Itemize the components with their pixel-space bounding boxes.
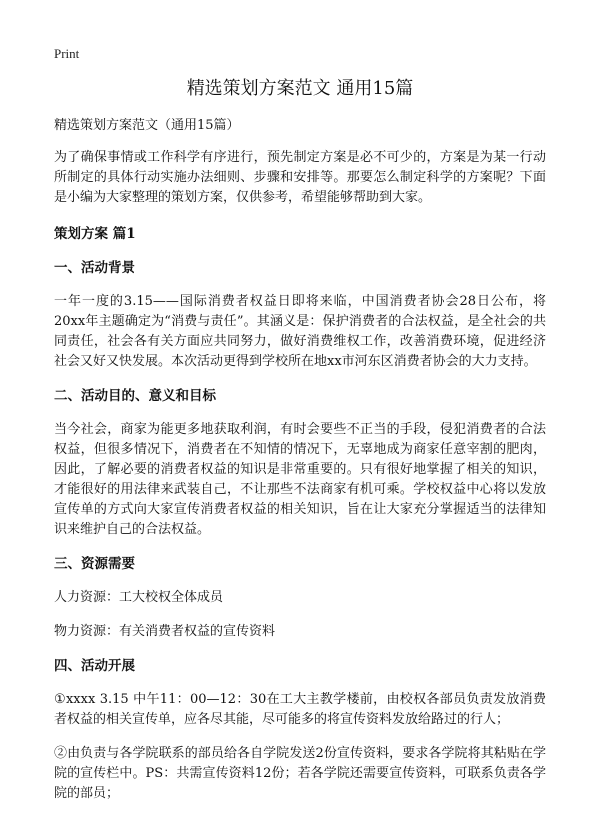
document-subtitle: 精选策划方案范文（通用15篇） (54, 118, 240, 133)
activity-step-1: ①xxxx 3.15 中午11：00—12：30在工大主教学楼前，由校权各部员负责发放消费者权益的相关宣传单，应各尽其能，尽可能多的将宣传资料发放给路过的行人； (54, 692, 546, 727)
resource-human: 人力资源：工大校权全体成员 (54, 590, 224, 605)
section-heading-purpose: 二、活动目的、意义和目标 (54, 388, 216, 404)
section-heading-resources: 三、资源需要 (54, 556, 135, 572)
page-title: 精选策划方案范文 通用15篇 (186, 78, 414, 99)
section-body-background: 一年一度的3.15——国际消费者权益日即将来临，中国消费者协会28日公布，将20xx年主题确定为“消费与责任”。其涵义是：保护消费者的合法权益，是全社会的共同责任，社会各有关方面应共同努力，做好消费维权工作，改善消费环境，促进经济社会又好又快发展。本次活动更得到学校所在地xx市河东区消费者协会的大力支持。 (54, 294, 546, 369)
activity-step-2: ②由负责与各学院联系的部员给各自学院发送2份宣传资料，要求各学院将其粘贴在学院的宣传栏中。PS：共需宣传资料12份；若各学院还需要宣传资料，可联系负责各学院的部员； (54, 746, 546, 801)
section-body-purpose: 当今社会，商家为能更多地获取利润，有时会要些不正当的手段，侵犯消费者的合法权益，但很多情况下，消费者在不知情的情况下，无辜地成为商家任意宰割的肥肉，因此，了解必要的消费者权益的知识是非常重要的。只有很好地掌握了相关的知识，才能很好的用法律来武装自己，不让那些不法商家有机可乘。学校权益中心将以发放宣传单的方式向大家宣传消费者权益的相关知识，旨在让大家充分掌握适当的法律知识来维护自己的合法权益。 (54, 422, 546, 537)
resource-material: 物力资源：有关消费者权益的宣传资料 (54, 624, 276, 639)
plan-heading: 策划方案 篇1 (54, 226, 136, 242)
section-heading-background: 一、活动背景 (54, 260, 135, 276)
intro-paragraph: 为了确保事情或工作科学有序进行，预先制定方案是必不可少的，方案是为某一行动所制定的具体行动实施办法细则、步骤和安排等。那要怎么制定科学的方案呢？下面是小编为大家整理的策划方案，仅供参考，希望能够帮助到大家。 (54, 150, 546, 205)
section-heading-activities: 四、活动开展 (54, 658, 135, 674)
print-label: Print (54, 46, 80, 61)
